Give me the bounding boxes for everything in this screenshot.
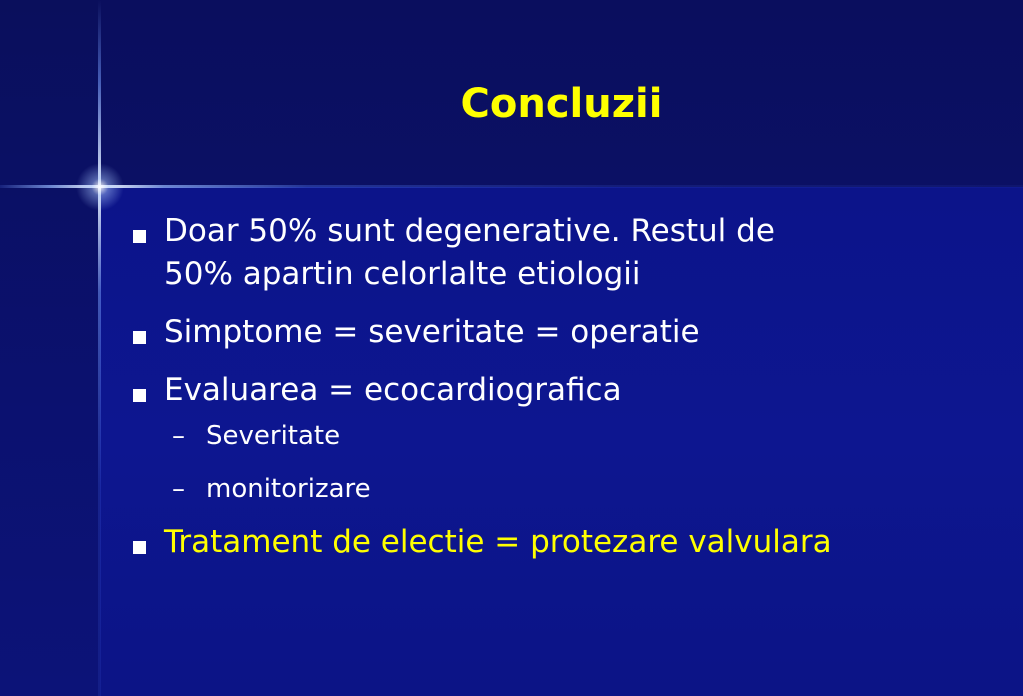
background-left-panel — [0, 0, 100, 696]
bullet-item — [130, 210, 1000, 296]
bullet-item — [130, 369, 1000, 412]
square-bullet-icon — [133, 389, 146, 402]
sub-bullet-item — [130, 418, 1000, 454]
light-flare-horizontal — [0, 185, 1023, 188]
slide-title: Concluzii — [460, 81, 663, 127]
bullet-text-line: Doar 50% sunt degenerative. Restul de — [164, 213, 775, 249]
bullet-text: Tratament de electie = protezare valvulara — [164, 524, 832, 560]
light-flare-glow — [76, 163, 124, 211]
bullet-item-highlight — [130, 521, 1000, 564]
bullet-text: Evaluarea = ecocardiografica — [164, 372, 622, 408]
sub-bullet-text: Severitate — [206, 421, 341, 451]
square-bullet-icon — [133, 541, 146, 554]
square-bullet-icon — [133, 331, 146, 344]
dash-bullet-icon: – — [172, 474, 185, 504]
bullet-item — [130, 311, 1000, 354]
bullet-text: Simptome = severitate = operatie — [164, 314, 700, 350]
bullet-list — [130, 210, 1000, 579]
bullet-text-line: 50% apartin celorlalte etiologii — [164, 256, 641, 292]
square-bullet-icon — [133, 230, 146, 243]
sub-bullet-item — [130, 471, 1000, 507]
dash-bullet-icon: – — [172, 421, 185, 451]
sub-bullet-text: monitorizare — [206, 474, 371, 504]
